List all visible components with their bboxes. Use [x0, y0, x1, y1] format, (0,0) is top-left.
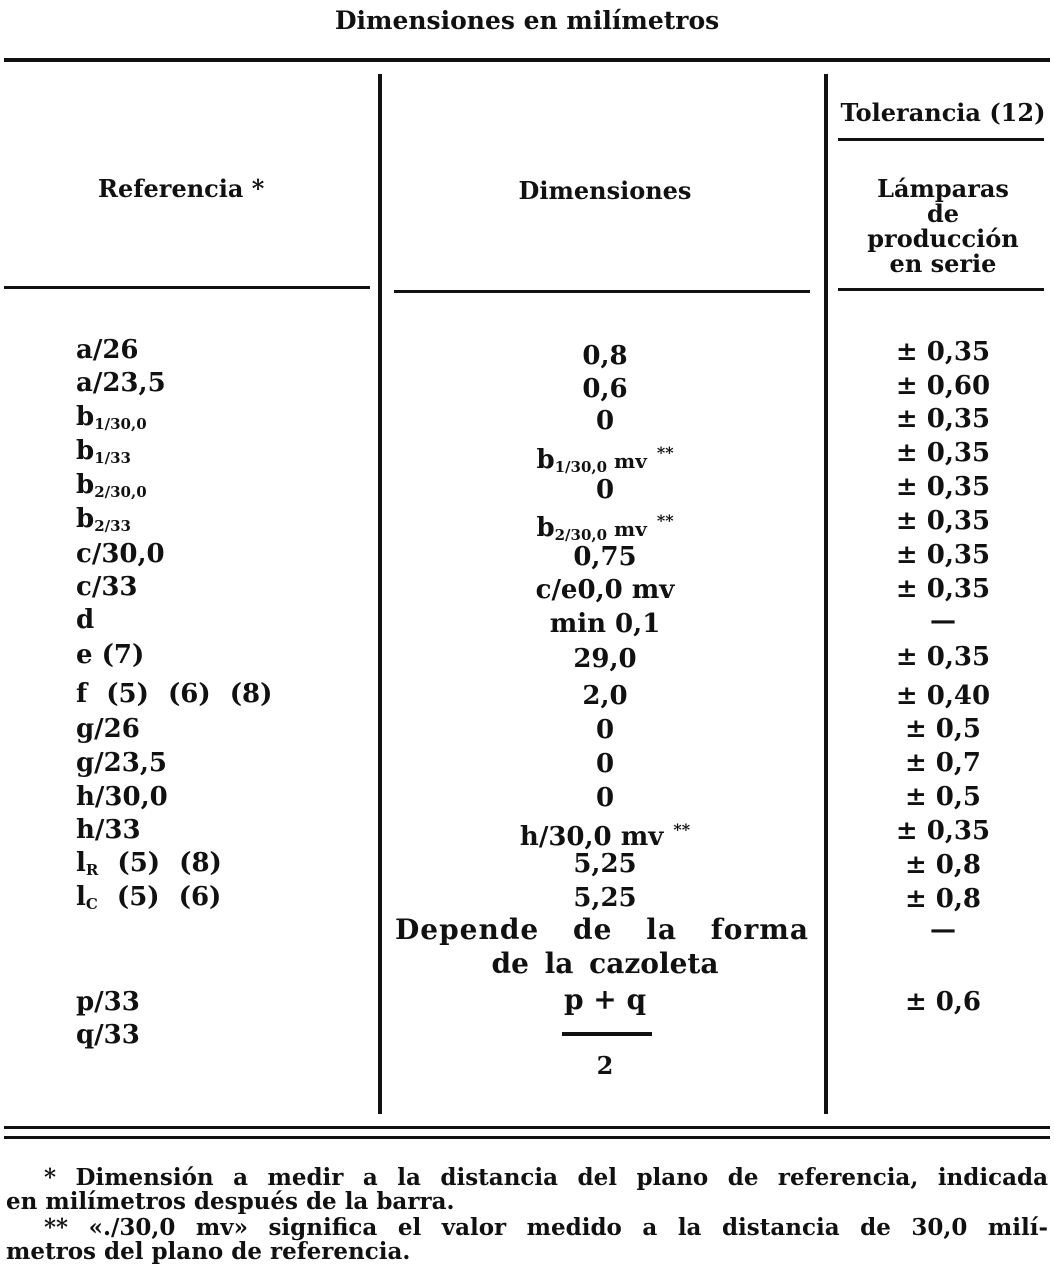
- tol-cell: ± 0,6: [904, 987, 982, 1017]
- dim-cell: 5,25: [573, 883, 637, 913]
- tol-cell: ± 0,35: [895, 816, 991, 846]
- tol-cell: ± 0,35: [895, 506, 991, 536]
- tol-cell: ± 0,8: [904, 850, 982, 880]
- ref-cell: a/26: [76, 335, 139, 365]
- table-caption: Dimensiones en milímetros: [334, 6, 720, 35]
- footnote-1-line2: en milímetros después de la barra.: [6, 1188, 455, 1215]
- header-lamparas-line1: Lámparas: [877, 174, 1009, 203]
- ref-cell: c/33: [76, 572, 138, 602]
- dim-unit: mv: [607, 517, 647, 541]
- dim-main: b: [536, 445, 555, 475]
- ref-notes: (5) (6): [97, 882, 222, 912]
- ref-subscript: C: [85, 895, 98, 913]
- dim-cell: 0,8: [582, 341, 628, 371]
- ref-subscript: R: [85, 861, 99, 879]
- ref-main: b: [76, 402, 95, 432]
- header-dimensiones: Dimensiones: [518, 176, 692, 205]
- header-referencia: Referencia *: [98, 174, 265, 203]
- tol-cell: ± 0,35: [895, 642, 991, 672]
- dim-cell: 0: [595, 749, 615, 779]
- ref-cell: g/23,5: [76, 748, 167, 778]
- header-lamparas: [838, 176, 1048, 276]
- ref-cell: h/33: [76, 815, 141, 845]
- depende-tol: —: [930, 915, 956, 945]
- ref-cell-q: q/33: [76, 1020, 140, 1050]
- dim-unit: mv: [607, 449, 647, 473]
- tol-cell: ± 0,8: [904, 884, 982, 914]
- ref-subscript: 1/30,0: [94, 415, 147, 433]
- footnote-mark: **: [656, 443, 674, 462]
- header-tolerancia: Tolerancia (12): [840, 98, 1046, 127]
- header-rule-referencia: [4, 286, 370, 289]
- footnote-2-line1: ** «./30,0 mv» significa el valor medido a la distancia de 30,0 milí-: [44, 1214, 1048, 1241]
- ref-cell: f (5) (6) (8): [76, 679, 273, 709]
- ref-subscript: 1/33: [94, 449, 131, 467]
- header-lamparas-line2: de: [926, 199, 960, 228]
- footnote-mark: **: [656, 511, 674, 530]
- tol-cell: —: [930, 606, 956, 636]
- tol-cell: ± 0,35: [895, 574, 991, 604]
- dim-cell: 5,25: [573, 849, 637, 879]
- ref-cell: g/26: [76, 714, 140, 744]
- dim-cell: 0: [595, 715, 615, 745]
- dim-main: b: [536, 513, 555, 543]
- ref-cell: h/30,0: [76, 782, 168, 812]
- tol-cell: ± 0,60: [895, 371, 991, 401]
- column-divider-2: [824, 74, 828, 1114]
- tolerancia-underline: [838, 138, 1044, 141]
- header-lamparas-line3: producción: [867, 224, 1019, 253]
- ref-main: b: [76, 436, 95, 466]
- dim-cell: 2,0: [582, 681, 628, 711]
- ref-main: l: [76, 848, 86, 878]
- ref-notes: (5) (8): [98, 848, 222, 878]
- bottom-rule-1: [4, 1126, 1050, 1129]
- ref-main: b: [76, 470, 95, 500]
- ref-cell: a/23,5: [76, 368, 166, 398]
- dim-subscript: 2/30,0: [554, 526, 608, 544]
- dim-cell: 0: [595, 406, 615, 436]
- dim-cell: 0: [595, 783, 615, 813]
- tol-cell: ± 0,7: [904, 748, 982, 778]
- ref-cell: e (7): [76, 640, 145, 670]
- ref-cell: d: [76, 605, 95, 635]
- footnote-2-line2: metros del plano de referencia.: [6, 1238, 411, 1265]
- header-rule-tolerancia: [838, 288, 1044, 291]
- header-rule-dimensiones: [394, 290, 810, 293]
- column-divider-1: [378, 74, 382, 1114]
- tol-cell: ± 0,35: [895, 438, 991, 468]
- depende-line2: de la cazoleta: [491, 947, 719, 980]
- header-lamparas-line4: en serie: [889, 249, 997, 278]
- dim-cell: 0,75: [573, 542, 637, 572]
- footnote-1-line1: * Dimensión a medir a la distancia del plano de referencia, indicada: [44, 1164, 1048, 1191]
- fraction-bar: [562, 1032, 652, 1036]
- tol-cell: ± 0,35: [895, 472, 991, 502]
- tol-cell: ± 0,35: [895, 404, 991, 434]
- dim-subscript: 1/30,0: [554, 458, 608, 476]
- dim-cell: 0,6: [582, 374, 628, 404]
- ref-cell: [76, 881, 221, 920]
- dim-cell: 0: [595, 475, 615, 505]
- bottom-rule-2: [4, 1136, 1050, 1139]
- depende-line1: Depende de la forma: [395, 913, 809, 946]
- dim-cell: c/e0,0 mv: [535, 575, 675, 605]
- ref-cell: [76, 503, 131, 542]
- tol-cell: ± 0,5: [904, 782, 982, 812]
- tol-cell: ± 0,35: [895, 540, 991, 570]
- ref-subscript: 2/33: [94, 517, 131, 535]
- tol-cell: ± 0,35: [895, 337, 991, 367]
- ref-main: l: [76, 882, 86, 912]
- fraction-numerator: p + q: [563, 983, 647, 1016]
- ref-main: b: [76, 504, 95, 534]
- dim-cell: 29,0: [573, 644, 637, 674]
- footnote-mark: **: [673, 820, 691, 839]
- dim-cell: min 0,1: [549, 609, 661, 639]
- dim-main: h/30,0 mv: [519, 822, 664, 852]
- ref-subscript: 2/30,0: [94, 483, 147, 501]
- fraction-denominator: 2: [596, 1051, 614, 1080]
- top-rule: [4, 58, 1050, 62]
- tol-cell: ± 0,40: [895, 681, 991, 711]
- ref-cell: c/30,0: [76, 539, 165, 569]
- ref-cell-p: p/33: [76, 987, 140, 1017]
- tol-cell: ± 0,5: [904, 714, 982, 744]
